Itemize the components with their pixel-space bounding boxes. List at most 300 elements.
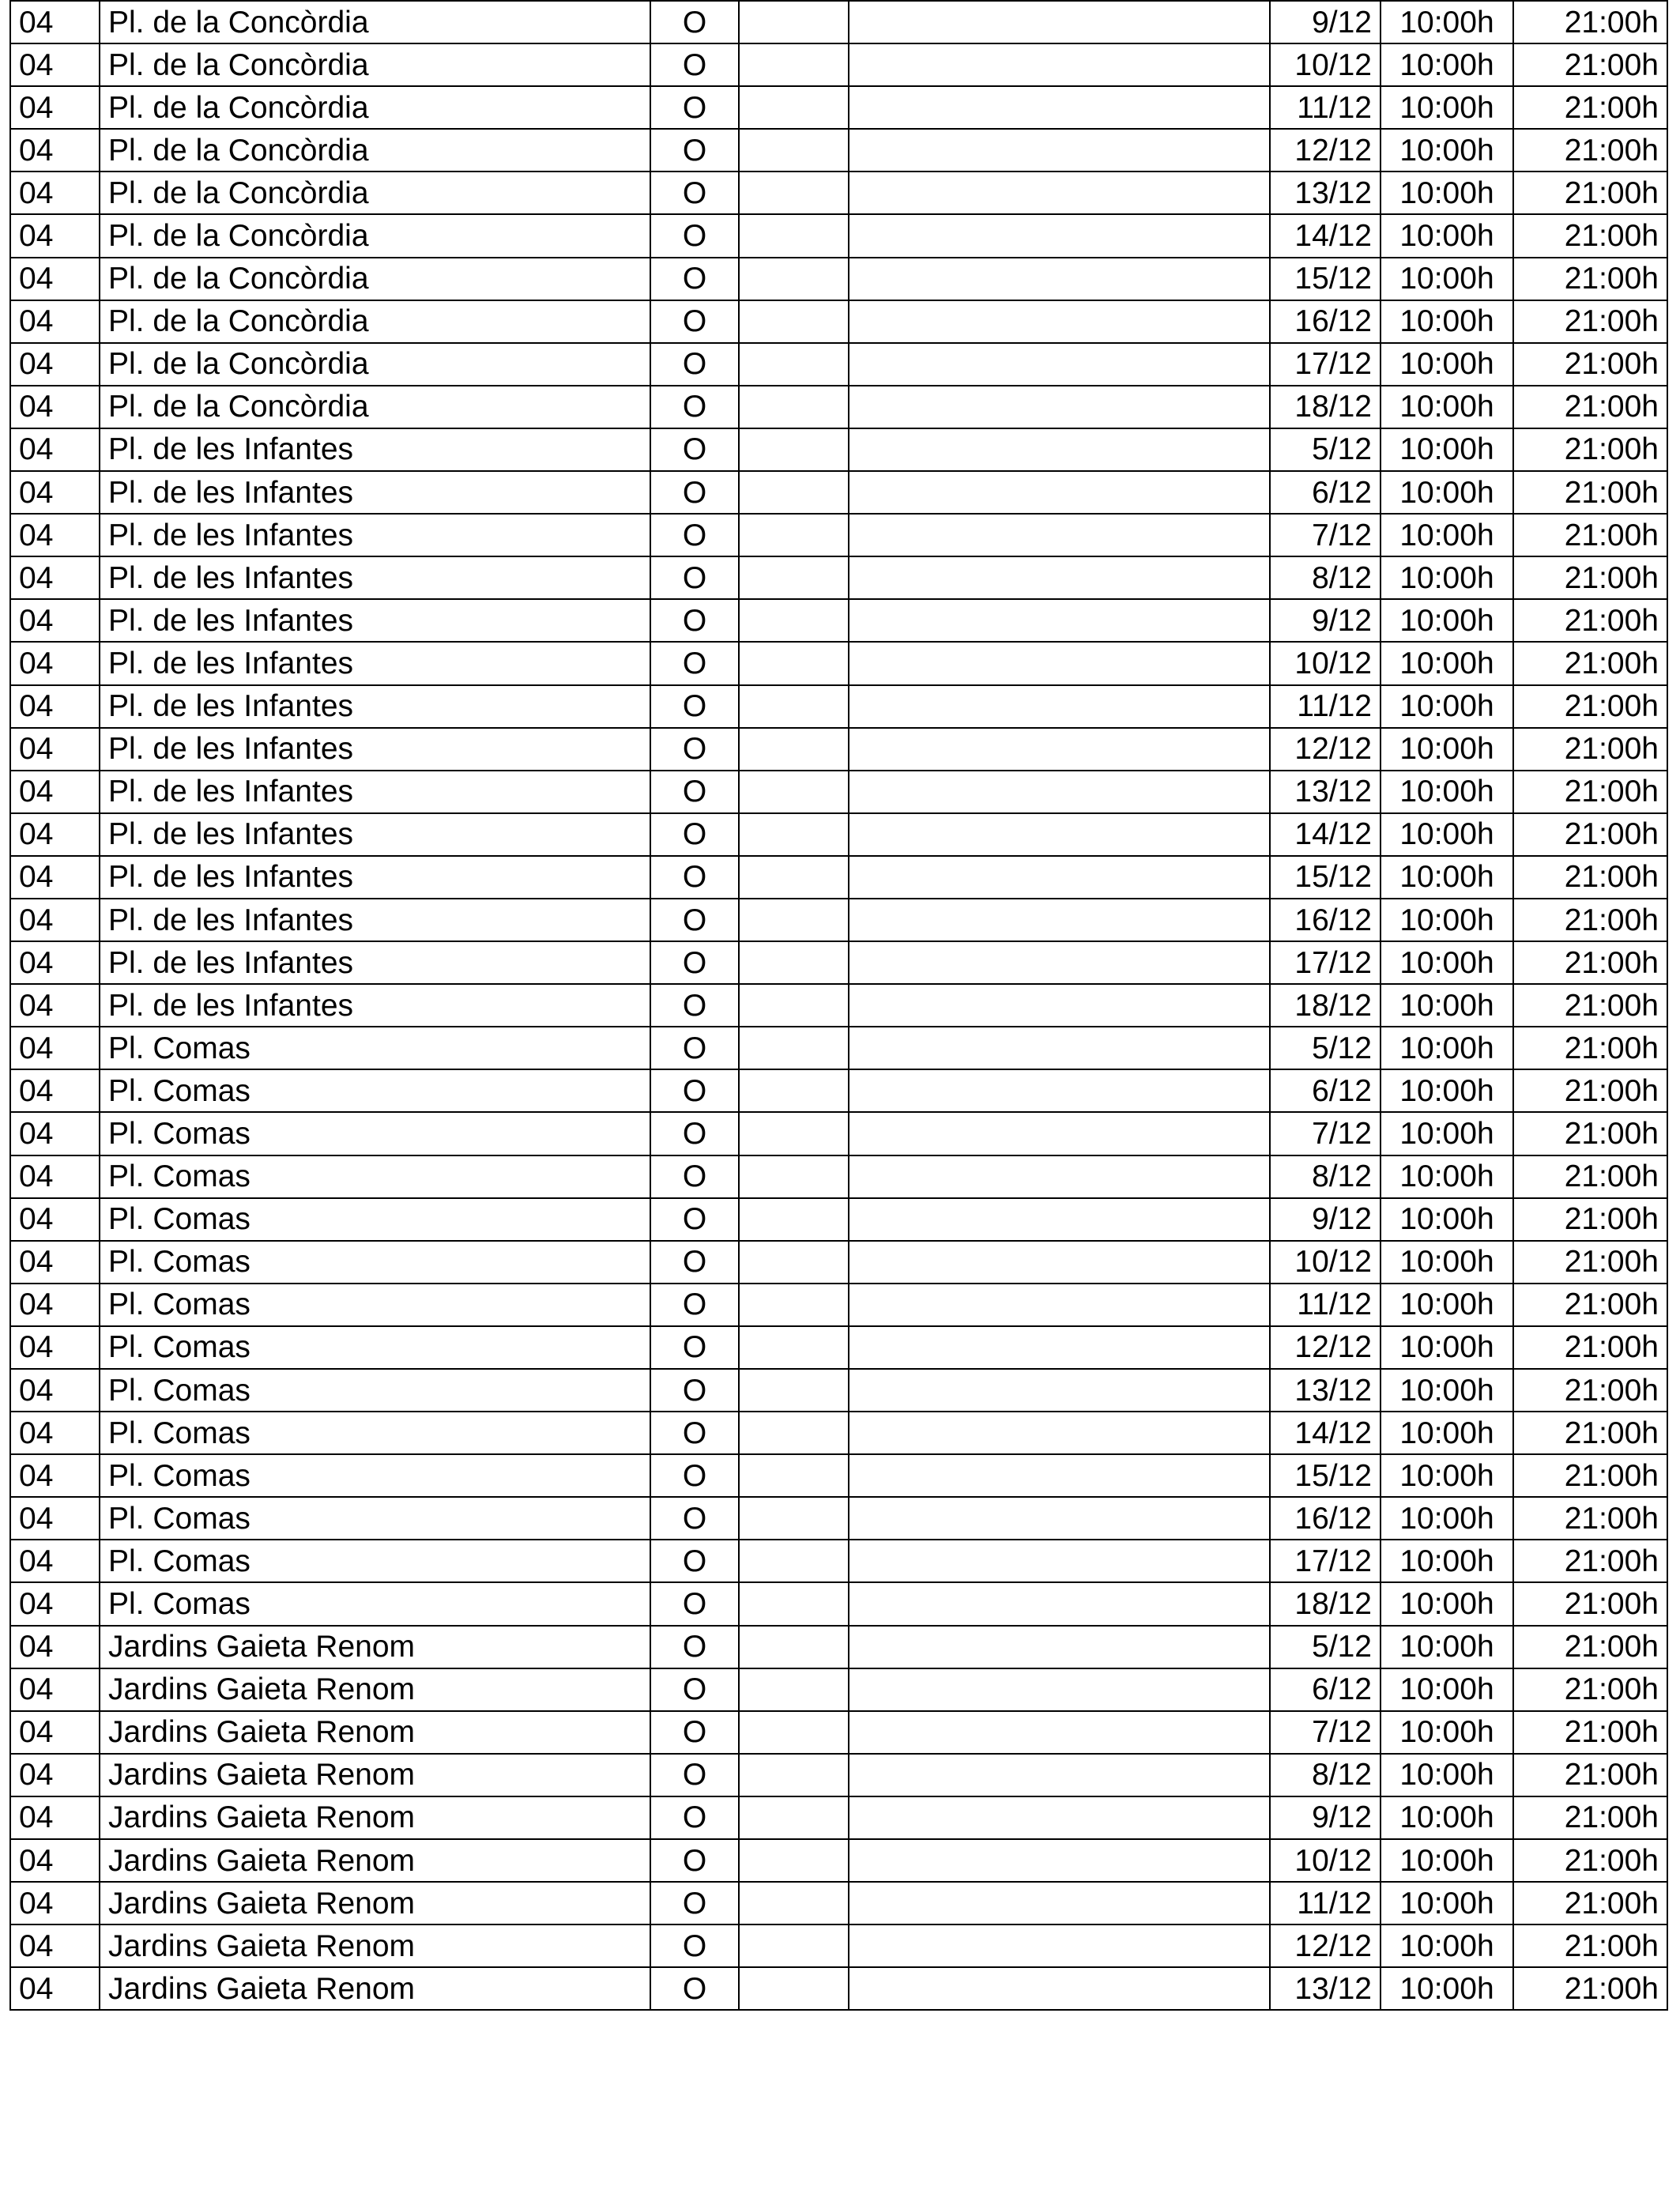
empty-cell (849, 1540, 1270, 1582)
table-row (10, 856, 1667, 899)
table-row (10, 899, 1667, 941)
table-row (10, 1626, 1667, 1668)
end-time-cell: 21:00h (1513, 1967, 1667, 2010)
type-cell: O (650, 899, 739, 941)
empty-cell (849, 856, 1270, 899)
start-time-cell: 10:00h (1381, 43, 1513, 86)
start-time-cell: 10:00h (1381, 1412, 1513, 1454)
date-cell: 10/12 (1270, 642, 1381, 684)
empty-cell (739, 343, 849, 386)
start-time-cell: 10:00h (1381, 1924, 1513, 1967)
empty-cell (739, 1924, 849, 1967)
type-cell: O (650, 1882, 739, 1924)
empty-cell (849, 1924, 1270, 1967)
date-cell: 7/12 (1270, 514, 1381, 556)
empty-cell (849, 1326, 1270, 1369)
empty-cell (739, 43, 849, 86)
start-time-cell: 10:00h (1381, 1155, 1513, 1198)
start-time-cell: 10:00h (1381, 899, 1513, 941)
empty-cell (739, 1326, 849, 1369)
district-cell: 04 (10, 771, 100, 813)
date-cell: 14/12 (1270, 813, 1381, 856)
district-cell: 04 (10, 1497, 100, 1540)
place-cell: Pl. de la Concòrdia (100, 129, 650, 172)
start-time-cell: 10:00h (1381, 386, 1513, 428)
start-time-cell: 10:00h (1381, 1198, 1513, 1241)
empty-cell (849, 1369, 1270, 1412)
place-cell: Pl. de les Infantes (100, 556, 650, 599)
end-time-cell: 21:00h (1513, 1711, 1667, 1754)
date-cell: 13/12 (1270, 1369, 1381, 1412)
empty-cell (849, 728, 1270, 771)
start-time-cell: 10:00h (1381, 1241, 1513, 1284)
end-time-cell: 21:00h (1513, 43, 1667, 86)
district-cell: 04 (10, 813, 100, 856)
table-row (10, 1711, 1667, 1754)
date-cell: 12/12 (1270, 1326, 1381, 1369)
district-cell: 04 (10, 1326, 100, 1369)
end-time-cell: 21:00h (1513, 685, 1667, 728)
table-row (10, 1540, 1667, 1582)
start-time-cell: 10:00h (1381, 1668, 1513, 1711)
date-cell: 9/12 (1270, 599, 1381, 642)
empty-cell (739, 1454, 849, 1497)
table-row (10, 386, 1667, 428)
end-time-cell: 21:00h (1513, 1540, 1667, 1582)
end-time-cell: 21:00h (1513, 214, 1667, 257)
empty-cell (739, 514, 849, 556)
district-cell: 04 (10, 1241, 100, 1284)
place-cell: Pl. de la Concòrdia (100, 1, 650, 43)
place-cell: Pl. de les Infantes (100, 599, 650, 642)
table-row (10, 1497, 1667, 1540)
start-time-cell: 10:00h (1381, 129, 1513, 172)
empty-cell (739, 813, 849, 856)
end-time-cell: 21:00h (1513, 1112, 1667, 1155)
empty-cell (739, 1711, 849, 1754)
type-cell: O (650, 1754, 739, 1796)
start-time-cell: 10:00h (1381, 1882, 1513, 1924)
empty-cell (849, 1454, 1270, 1497)
table-row (10, 1155, 1667, 1198)
empty-cell (739, 1, 849, 43)
district-cell: 04 (10, 343, 100, 386)
date-cell: 12/12 (1270, 728, 1381, 771)
table-row (10, 471, 1667, 514)
district-cell: 04 (10, 1, 100, 43)
date-cell: 13/12 (1270, 1967, 1381, 2010)
type-cell: O (650, 1241, 739, 1284)
date-cell: 6/12 (1270, 471, 1381, 514)
place-cell: Pl. Comas (100, 1369, 650, 1412)
end-time-cell: 21:00h (1513, 1241, 1667, 1284)
end-time-cell: 21:00h (1513, 1626, 1667, 1668)
district-cell: 04 (10, 43, 100, 86)
empty-cell (739, 599, 849, 642)
place-cell: Pl. de les Infantes (100, 642, 650, 684)
date-cell: 10/12 (1270, 43, 1381, 86)
start-time-cell: 10:00h (1381, 1, 1513, 43)
place-cell: Pl. de la Concòrdia (100, 172, 650, 214)
type-cell: O (650, 1668, 739, 1711)
table-row (10, 771, 1667, 813)
end-time-cell: 21:00h (1513, 1454, 1667, 1497)
type-cell: O (650, 1626, 739, 1668)
place-cell: Pl. de les Infantes (100, 856, 650, 899)
empty-cell (739, 300, 849, 343)
start-time-cell: 10:00h (1381, 1540, 1513, 1582)
empty-cell (849, 685, 1270, 728)
start-time-cell: 10:00h (1381, 1454, 1513, 1497)
end-time-cell: 21:00h (1513, 1284, 1667, 1326)
type-cell: O (650, 599, 739, 642)
type-cell: O (650, 984, 739, 1027)
empty-cell (849, 1839, 1270, 1882)
start-time-cell: 10:00h (1381, 941, 1513, 984)
start-time-cell: 10:00h (1381, 1369, 1513, 1412)
start-time-cell: 10:00h (1381, 728, 1513, 771)
district-cell: 04 (10, 599, 100, 642)
district-cell: 04 (10, 1924, 100, 1967)
place-cell: Pl. de la Concòrdia (100, 43, 650, 86)
table-row (10, 1369, 1667, 1412)
empty-cell (849, 1668, 1270, 1711)
empty-cell (739, 1027, 849, 1069)
type-cell: O (650, 1540, 739, 1582)
empty-cell (739, 856, 849, 899)
empty-cell (739, 1882, 849, 1924)
empty-cell (739, 1967, 849, 2010)
table-row (10, 642, 1667, 684)
place-cell: Pl. de la Concòrdia (100, 343, 650, 386)
end-time-cell: 21:00h (1513, 1668, 1667, 1711)
district-cell: 04 (10, 728, 100, 771)
type-cell: O (650, 43, 739, 86)
district-cell: 04 (10, 856, 100, 899)
table-row (10, 1882, 1667, 1924)
type-cell: O (650, 1967, 739, 2010)
type-cell: O (650, 642, 739, 684)
start-time-cell: 10:00h (1381, 1027, 1513, 1069)
place-cell: Pl. de la Concòrdia (100, 258, 650, 300)
date-cell: 13/12 (1270, 771, 1381, 813)
type-cell: O (650, 556, 739, 599)
empty-cell (739, 471, 849, 514)
start-time-cell: 10:00h (1381, 1711, 1513, 1754)
empty-cell (739, 899, 849, 941)
type-cell: O (650, 1796, 739, 1839)
table-row (10, 129, 1667, 172)
date-cell: 5/12 (1270, 1027, 1381, 1069)
table-row (10, 1796, 1667, 1839)
date-cell: 11/12 (1270, 1882, 1381, 1924)
empty-cell (849, 1, 1270, 43)
end-time-cell: 21:00h (1513, 343, 1667, 386)
type-cell: O (650, 856, 739, 899)
table-row (10, 1284, 1667, 1326)
end-time-cell: 21:00h (1513, 771, 1667, 813)
place-cell: Pl. de les Infantes (100, 899, 650, 941)
district-cell: 04 (10, 1754, 100, 1796)
date-cell: 14/12 (1270, 214, 1381, 257)
empty-cell (849, 214, 1270, 257)
empty-cell (849, 556, 1270, 599)
date-cell: 10/12 (1270, 1241, 1381, 1284)
date-cell: 7/12 (1270, 1112, 1381, 1155)
district-cell: 04 (10, 1540, 100, 1582)
type-cell: O (650, 471, 739, 514)
type-cell: O (650, 258, 739, 300)
date-cell: 15/12 (1270, 856, 1381, 899)
empty-cell (849, 1284, 1270, 1326)
district-cell: 04 (10, 984, 100, 1027)
type-cell: O (650, 1497, 739, 1540)
start-time-cell: 10:00h (1381, 1326, 1513, 1369)
table-row (10, 1754, 1667, 1796)
end-time-cell: 21:00h (1513, 300, 1667, 343)
table-row (10, 43, 1667, 86)
place-cell: Pl. Comas (100, 1412, 650, 1454)
date-cell: 17/12 (1270, 343, 1381, 386)
empty-cell (739, 685, 849, 728)
empty-cell (849, 813, 1270, 856)
district-cell: 04 (10, 1582, 100, 1625)
table-row (10, 1924, 1667, 1967)
start-time-cell: 10:00h (1381, 86, 1513, 129)
type-cell: O (650, 514, 739, 556)
place-cell: Pl. de les Infantes (100, 941, 650, 984)
type-cell: O (650, 685, 739, 728)
type-cell: O (650, 1326, 739, 1369)
empty-cell (849, 1027, 1270, 1069)
end-time-cell: 21:00h (1513, 728, 1667, 771)
empty-cell (739, 1796, 849, 1839)
start-time-cell: 10:00h (1381, 984, 1513, 1027)
empty-cell (849, 43, 1270, 86)
district-cell: 04 (10, 258, 100, 300)
place-cell: Pl. de les Infantes (100, 984, 650, 1027)
empty-cell (849, 471, 1270, 514)
start-time-cell: 10:00h (1381, 300, 1513, 343)
empty-cell (849, 1198, 1270, 1241)
start-time-cell: 10:00h (1381, 685, 1513, 728)
end-time-cell: 21:00h (1513, 386, 1667, 428)
end-time-cell: 21:00h (1513, 899, 1667, 941)
district-cell: 04 (10, 1796, 100, 1839)
date-cell: 11/12 (1270, 1284, 1381, 1326)
place-cell: Pl. de la Concòrdia (100, 214, 650, 257)
district-cell: 04 (10, 129, 100, 172)
date-cell: 10/12 (1270, 1839, 1381, 1882)
empty-cell (849, 343, 1270, 386)
place-cell: Jardins Gaieta Renom (100, 1796, 650, 1839)
date-cell: 17/12 (1270, 941, 1381, 984)
place-cell: Pl. de la Concòrdia (100, 86, 650, 129)
district-cell: 04 (10, 1882, 100, 1924)
date-cell: 8/12 (1270, 556, 1381, 599)
table-row (10, 214, 1667, 257)
empty-cell (849, 1582, 1270, 1625)
empty-cell (849, 1497, 1270, 1540)
empty-cell (739, 1626, 849, 1668)
start-time-cell: 10:00h (1381, 172, 1513, 214)
start-time-cell: 10:00h (1381, 343, 1513, 386)
table-row (10, 685, 1667, 728)
place-cell: Pl. Comas (100, 1155, 650, 1198)
date-cell: 18/12 (1270, 1582, 1381, 1625)
empty-cell (849, 428, 1270, 471)
empty-cell (739, 1540, 849, 1582)
empty-cell (849, 599, 1270, 642)
empty-cell (739, 214, 849, 257)
place-cell: Pl. Comas (100, 1497, 650, 1540)
start-time-cell: 10:00h (1381, 1112, 1513, 1155)
schedule-table (9, 0, 1668, 2011)
type-cell: O (650, 771, 739, 813)
district-cell: 04 (10, 386, 100, 428)
start-time-cell: 10:00h (1381, 1754, 1513, 1796)
start-time-cell: 10:00h (1381, 556, 1513, 599)
empty-cell (739, 771, 849, 813)
table-row (10, 1, 1667, 43)
end-time-cell: 21:00h (1513, 856, 1667, 899)
start-time-cell: 10:00h (1381, 1626, 1513, 1668)
start-time-cell: 10:00h (1381, 1497, 1513, 1540)
table-row (10, 1839, 1667, 1882)
end-time-cell: 21:00h (1513, 642, 1667, 684)
table-row (10, 258, 1667, 300)
type-cell: O (650, 941, 739, 984)
empty-cell (849, 172, 1270, 214)
place-cell: Pl. de les Infantes (100, 728, 650, 771)
empty-cell (739, 1284, 849, 1326)
date-cell: 18/12 (1270, 386, 1381, 428)
table-row (10, 1967, 1667, 2010)
table-row (10, 556, 1667, 599)
date-cell: 11/12 (1270, 86, 1381, 129)
end-time-cell: 21:00h (1513, 599, 1667, 642)
table-row (10, 514, 1667, 556)
date-cell: 16/12 (1270, 899, 1381, 941)
type-cell: O (650, 129, 739, 172)
district-cell: 04 (10, 1839, 100, 1882)
empty-cell (739, 1754, 849, 1796)
empty-cell (849, 386, 1270, 428)
district-cell: 04 (10, 1412, 100, 1454)
type-cell: O (650, 1839, 739, 1882)
empty-cell (849, 1754, 1270, 1796)
table-row (10, 599, 1667, 642)
end-time-cell: 21:00h (1513, 428, 1667, 471)
end-time-cell: 21:00h (1513, 514, 1667, 556)
end-time-cell: 21:00h (1513, 1, 1667, 43)
empty-cell (739, 1668, 849, 1711)
type-cell: O (650, 428, 739, 471)
table-row (10, 1069, 1667, 1112)
empty-cell (849, 1967, 1270, 2010)
empty-cell (849, 1711, 1270, 1754)
district-cell: 04 (10, 1711, 100, 1754)
district-cell: 04 (10, 1668, 100, 1711)
empty-cell (849, 1626, 1270, 1668)
start-time-cell: 10:00h (1381, 856, 1513, 899)
date-cell: 8/12 (1270, 1754, 1381, 1796)
end-time-cell: 21:00h (1513, 1839, 1667, 1882)
type-cell: O (650, 214, 739, 257)
place-cell: Jardins Gaieta Renom (100, 1924, 650, 1967)
district-cell: 04 (10, 556, 100, 599)
type-cell: O (650, 1155, 739, 1198)
end-time-cell: 21:00h (1513, 258, 1667, 300)
table-row (10, 1326, 1667, 1369)
date-cell: 15/12 (1270, 1454, 1381, 1497)
table-row (10, 984, 1667, 1027)
place-cell: Jardins Gaieta Renom (100, 1754, 650, 1796)
start-time-cell: 10:00h (1381, 514, 1513, 556)
start-time-cell: 10:00h (1381, 599, 1513, 642)
empty-cell (739, 1241, 849, 1284)
empty-cell (849, 1796, 1270, 1839)
place-cell: Pl. Comas (100, 1069, 650, 1112)
date-cell: 16/12 (1270, 1497, 1381, 1540)
place-cell: Pl. de les Infantes (100, 428, 650, 471)
end-time-cell: 21:00h (1513, 1198, 1667, 1241)
table-row (10, 1198, 1667, 1241)
empty-cell (849, 1882, 1270, 1924)
place-cell: Pl. Comas (100, 1454, 650, 1497)
start-time-cell: 10:00h (1381, 771, 1513, 813)
empty-cell (849, 1112, 1270, 1155)
date-cell: 9/12 (1270, 1, 1381, 43)
end-time-cell: 21:00h (1513, 1369, 1667, 1412)
place-cell: Jardins Gaieta Renom (100, 1668, 650, 1711)
empty-cell (849, 984, 1270, 1027)
table-row (10, 428, 1667, 471)
empty-cell (739, 172, 849, 214)
district-cell: 04 (10, 428, 100, 471)
start-time-cell: 10:00h (1381, 471, 1513, 514)
place-cell: Pl. Comas (100, 1284, 650, 1326)
date-cell: 6/12 (1270, 1069, 1381, 1112)
district-cell: 04 (10, 214, 100, 257)
district-cell: 04 (10, 941, 100, 984)
empty-cell (849, 258, 1270, 300)
type-cell: O (650, 728, 739, 771)
empty-cell (739, 642, 849, 684)
empty-cell (849, 1412, 1270, 1454)
date-cell: 17/12 (1270, 1540, 1381, 1582)
type-cell: O (650, 1454, 739, 1497)
district-cell: 04 (10, 514, 100, 556)
start-time-cell: 10:00h (1381, 1284, 1513, 1326)
start-time-cell: 10:00h (1381, 642, 1513, 684)
empty-cell (849, 1069, 1270, 1112)
start-time-cell: 10:00h (1381, 214, 1513, 257)
place-cell: Pl. de les Infantes (100, 685, 650, 728)
start-time-cell: 10:00h (1381, 428, 1513, 471)
start-time-cell: 10:00h (1381, 1839, 1513, 1882)
date-cell: 18/12 (1270, 984, 1381, 1027)
start-time-cell: 10:00h (1381, 813, 1513, 856)
place-cell: Pl. de les Infantes (100, 771, 650, 813)
place-cell: Jardins Gaieta Renom (100, 1839, 650, 1882)
end-time-cell: 21:00h (1513, 1326, 1667, 1369)
type-cell: O (650, 1069, 739, 1112)
table-row (10, 1112, 1667, 1155)
district-cell: 04 (10, 1369, 100, 1412)
date-cell: 8/12 (1270, 1155, 1381, 1198)
place-cell: Jardins Gaieta Renom (100, 1967, 650, 2010)
